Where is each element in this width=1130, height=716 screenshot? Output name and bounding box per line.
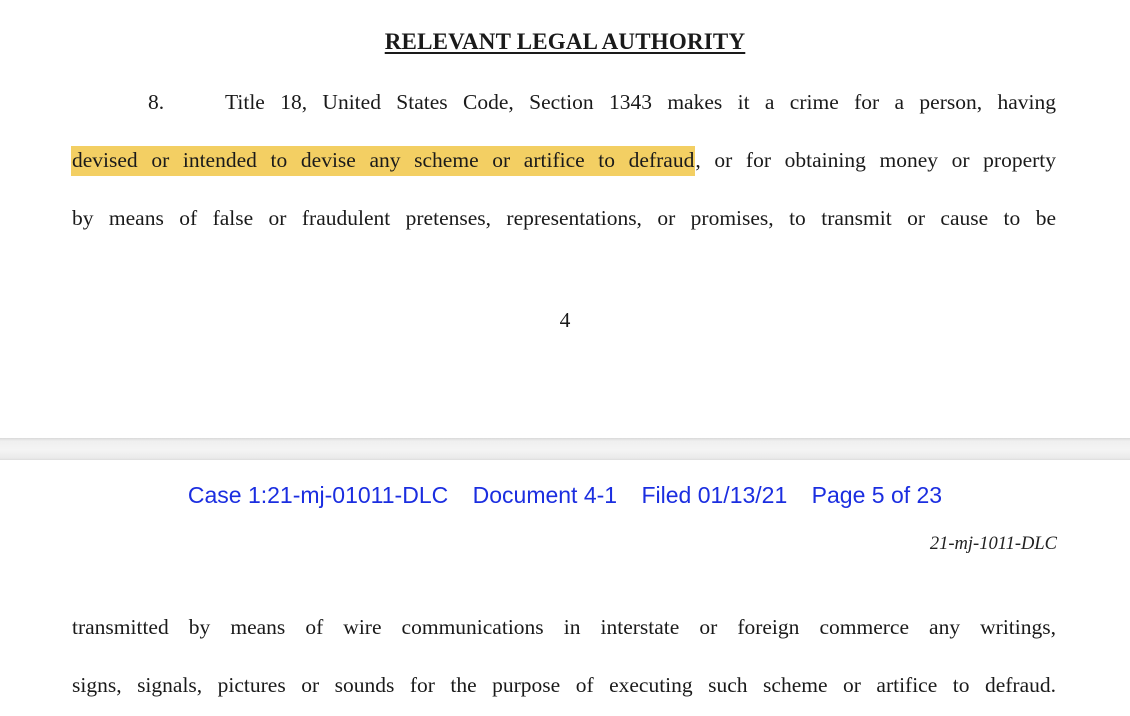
page-5: [0, 460, 1130, 716]
section-heading: RELEVANT LEGAL AUTHORITY: [384, 29, 746, 54]
page-number: 4: [559, 308, 571, 332]
ecf-filed-date: Filed 01/13/21: [641, 482, 788, 508]
body-line-2: [72, 145, 1056, 175]
paragraph-number: 8.: [148, 90, 165, 114]
body-line-3: by means of false or fraudulent pretenses, representations, or promises, to transmit or cause to be: [72, 206, 1056, 230]
ecf-case-number: Case 1:21-mj-01011-DLC: [187, 482, 449, 508]
ecf-document-number: Document 4-1: [472, 482, 618, 508]
body-line-1: Title 18, United States Code, Section 1343 makes it a crime for a person, having: [225, 90, 1056, 114]
ecf-page-count: Page 5 of 23: [811, 482, 943, 508]
page-separator: [0, 438, 1130, 460]
highlighted-text: devised or intended to devise any scheme or artifice to defraud: [71, 146, 695, 176]
body-line-5: signs, signals, pictures or sounds for the purpose of executing such scheme or artifice to defraud.: [72, 673, 1056, 697]
ecf-header: [0, 482, 1130, 509]
case-reference: 21-mj-1011-DLC: [929, 534, 1057, 554]
body-line-4: transmitted by means of wire communications in interstate or foreign commerce any writings,: [72, 615, 1056, 639]
body-line-2-rest: , or for obtaining money or property: [695, 148, 1057, 172]
